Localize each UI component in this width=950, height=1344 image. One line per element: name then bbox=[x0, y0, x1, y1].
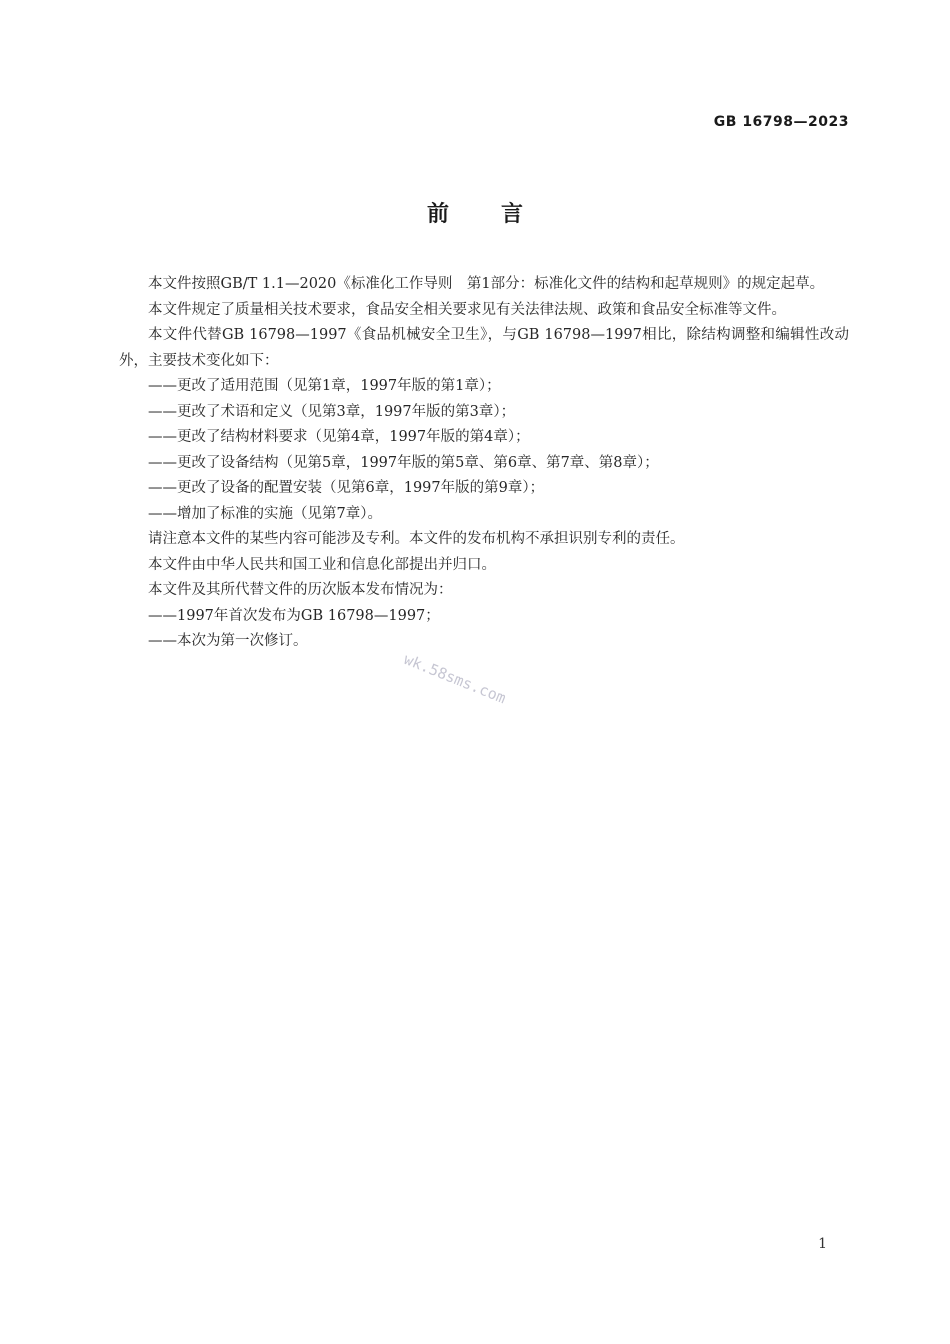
foreword-body bbox=[119, 272, 849, 655]
paragraph-history-intro: 本文件及其所代替文件的历次版本发布情况为： bbox=[148, 582, 453, 598]
history-item: ——本次为第一次修订。 bbox=[148, 633, 308, 649]
paragraph-proposer: 本文件由中华人民共和国工业和信息化部提出并归口。 bbox=[148, 556, 496, 573]
change-item: ——更改了设备结构（见第5章，1997年版的第5章、第6章、第7章、第8章）； bbox=[148, 454, 659, 471]
standard-code: GB 16798—2023 bbox=[713, 114, 849, 130]
paragraph-replacement: 本文件代替GB 16798—1997《食品机械安全卫生》，与GB 16798—1997相比，除结构调整和编辑性改动外，主要技术变化如下： bbox=[119, 327, 849, 369]
watermark: wk.58sms.com bbox=[401, 650, 509, 708]
change-item: ——更改了术语和定义（见第3章，1997年版的第3章）； bbox=[148, 403, 516, 420]
history-item: ——1997年首次发布为GB 16798—1997； bbox=[148, 607, 440, 624]
change-item: ——增加了标准的实施（见第7章）。 bbox=[148, 505, 382, 522]
change-item: ——更改了设备的配置安装（见第6章，1997年版的第9章）； bbox=[148, 480, 545, 496]
paragraph-drafting-rules: 本文件按照GB/T 1.1—2020《标准化工作导则 第1部分：标准化文件的结构和起草规则》的规定起草。 bbox=[148, 276, 825, 292]
change-item: ——更改了结构材料要求（见第4章，1997年版的第4章）； bbox=[148, 429, 530, 445]
change-item: ——更改了适用范围（见第1章，1997年版的第1章）； bbox=[148, 378, 501, 394]
page-title: 前言 bbox=[426, 202, 575, 227]
paragraph-scope-note: 本文件规定了质量相关技术要求，食品安全相关要求见有关法律法规、政策和食品安全标准等文件。 bbox=[148, 301, 786, 318]
page-number: 1 bbox=[818, 1236, 827, 1252]
paragraph-patent-notice: 请注意本文件的某些内容可能涉及专利。本文件的发布机构不承担识别专利的责任。 bbox=[148, 531, 685, 547]
